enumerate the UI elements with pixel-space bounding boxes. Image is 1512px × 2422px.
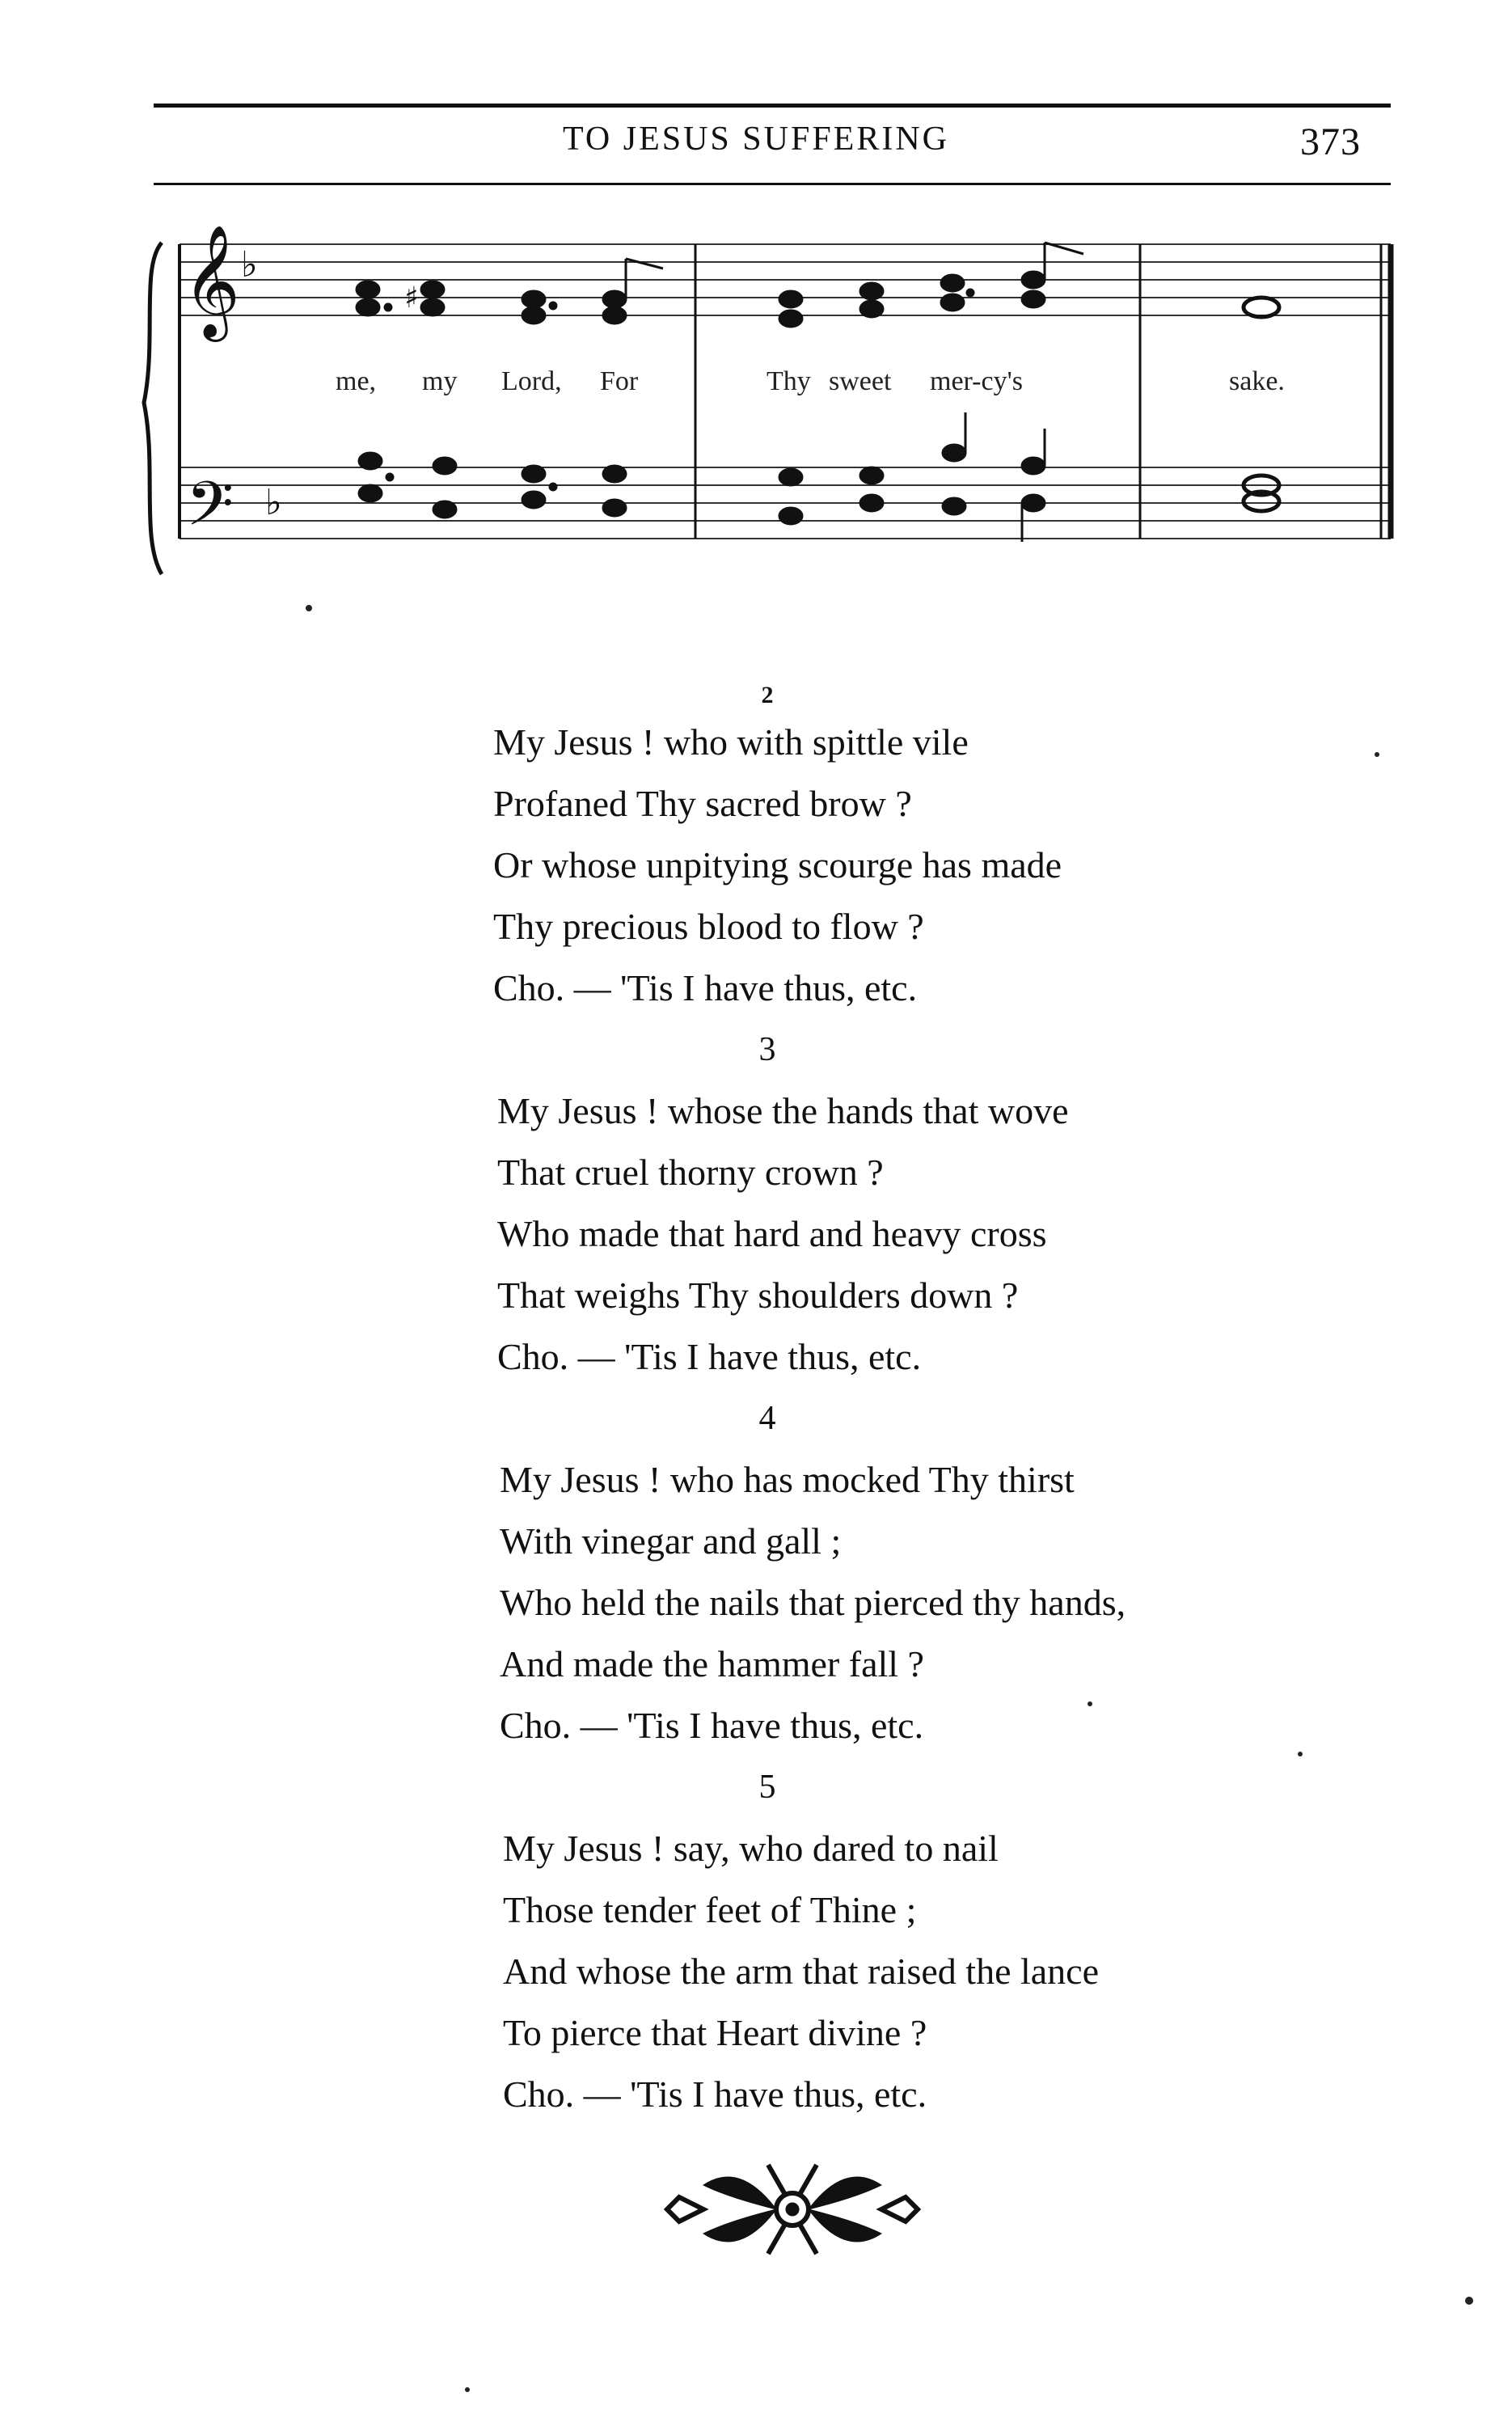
- lyric: Lord,: [501, 366, 562, 396]
- verse-number: 4: [758, 1400, 776, 1437]
- verse-line: My Jesus ! who has mocked Thy thirst: [500, 1459, 1075, 1500]
- verse-line: Or whose unpitying scourge has made: [493, 844, 1062, 886]
- verse-number: 2: [761, 682, 774, 708]
- verse-line: Cho. — 'Tis I have thus, etc.: [503, 2073, 927, 2115]
- verse-line: Those tender feet of Thine ;: [503, 1889, 917, 1930]
- verse: [0, 1756, 1512, 2125]
- lyric: me,: [336, 366, 377, 396]
- lyric: sweet: [829, 366, 892, 396]
- verse: [0, 1388, 1512, 1756]
- print-speck: [1298, 1752, 1303, 1756]
- lyric: For: [600, 366, 639, 396]
- print-speck: [465, 2387, 470, 2392]
- bass-clef: 𝄢: [186, 468, 234, 555]
- verse-line: That cruel thorny crown ?: [497, 1152, 884, 1193]
- verse-line: Cho. — 'Tis I have thus, etc.: [497, 1336, 922, 1377]
- svg-text:♯: ♯: [404, 281, 419, 315]
- header-rule-bottom: [154, 183, 1391, 185]
- verse-line: My Jesus ! say, who dared to nail: [503, 1828, 999, 1869]
- lyric: Thy: [767, 366, 811, 396]
- hymn-verses: [0, 663, 1512, 2125]
- lyric: my: [422, 366, 458, 396]
- verse-line: Who made that hard and heavy cross: [497, 1213, 1047, 1254]
- verse-line: My Jesus ! whose the hands that wove: [497, 1090, 1069, 1131]
- treble-flat: ♭: [241, 244, 258, 285]
- print-speck: [1088, 1701, 1092, 1706]
- system-brace: [144, 243, 162, 574]
- verse: [0, 1019, 1512, 1388]
- running-head: TO JESUS SUFFERING: [563, 120, 949, 158]
- verse-number: 3: [758, 1031, 776, 1068]
- treble-clef: 𝄞: [183, 225, 240, 337]
- music-score: [129, 218, 1407, 607]
- ornament-fleuron: [663, 2161, 922, 2258]
- bass-flat: ♭: [265, 482, 282, 523]
- verse-line: Who held the nails that pierced thy hands,: [500, 1582, 1126, 1623]
- header-rule-top: [154, 104, 1391, 108]
- print-speck: [1375, 752, 1379, 757]
- verse: [0, 663, 1512, 1019]
- page-number: 373: [1300, 120, 1361, 163]
- lyric: mer-cy's: [930, 366, 1023, 396]
- verse-line: Thy precious blood to flow ?: [493, 906, 924, 947]
- print-speck: [1465, 2297, 1473, 2305]
- lyric: sake.: [1229, 366, 1285, 396]
- verse-line: Cho. — 'Tis I have thus, etc.: [493, 967, 918, 1008]
- verse-line: Profaned Thy sacred brow ?: [493, 783, 912, 824]
- verse-line: To pierce that Heart divine ?: [503, 2012, 927, 2053]
- verse-line: That weighs Thy shoulders down ?: [497, 1274, 1019, 1316]
- verse-number: 5: [758, 1769, 776, 1806]
- verse-line: And whose the arm that raised the lance: [503, 1951, 1100, 1992]
- verse-line: And made the hammer fall ?: [500, 1643, 924, 1684]
- verse-line: Cho. — 'Tis I have thus, etc.: [500, 1705, 924, 1746]
- verse-line: My Jesus ! who with spittle vile: [493, 721, 969, 763]
- print-speck: [306, 605, 312, 611]
- verse-line: With vinegar and gall ;: [500, 1520, 842, 1562]
